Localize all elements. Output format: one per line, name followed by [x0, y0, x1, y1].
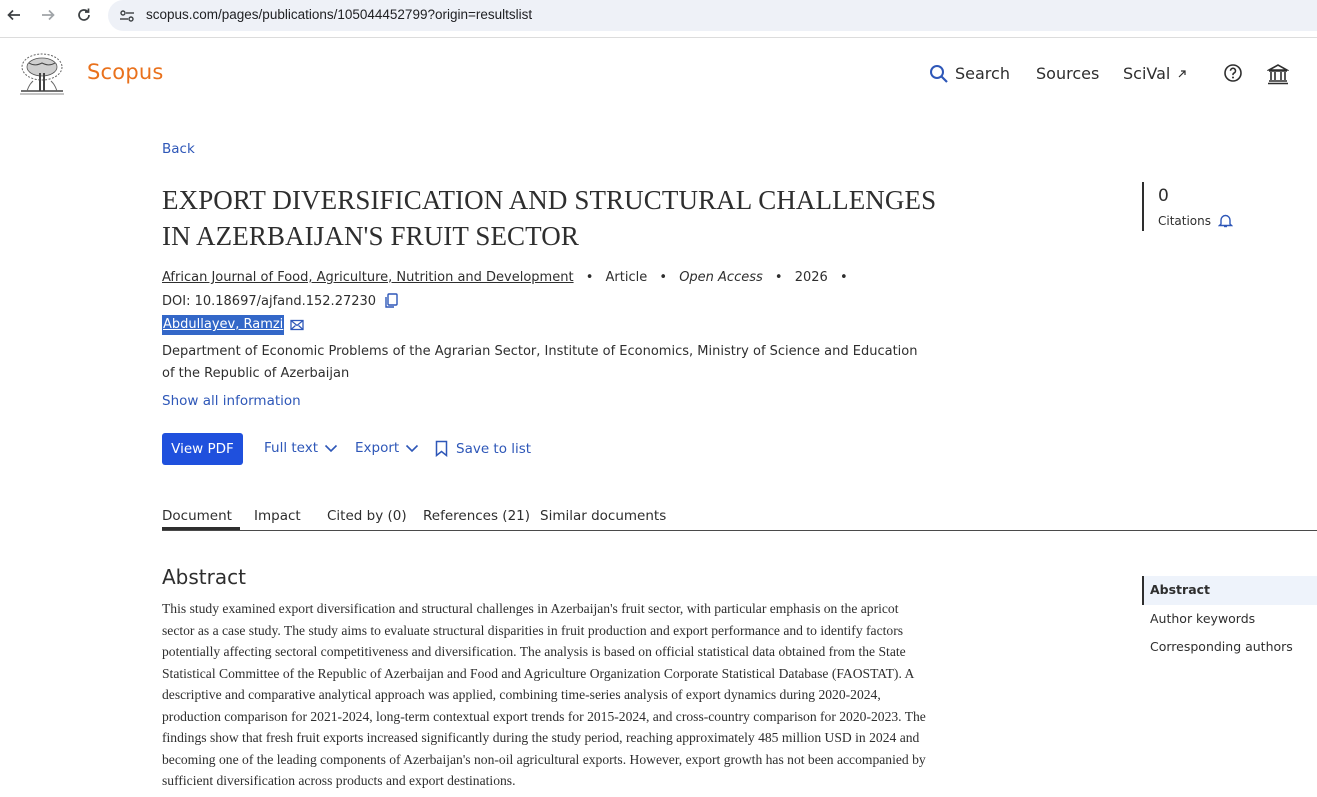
- journal-link[interactable]: African Journal of Food, Agriculture, Nutrition and Development: [162, 270, 574, 285]
- show-all-information-link[interactable]: Show all information: [162, 393, 301, 409]
- document-meta: [162, 270, 856, 285]
- view-pdf-button[interactable]: View PDF: [162, 433, 243, 465]
- open-access-label: Open Access: [679, 270, 763, 285]
- chevron-down-icon: [405, 444, 419, 453]
- reload-icon[interactable]: [72, 4, 96, 26]
- bell-icon[interactable]: [1218, 213, 1233, 228]
- tab-references[interactable]: References (21): [423, 508, 531, 524]
- help-icon[interactable]: [1223, 63, 1245, 85]
- elsevier-logo[interactable]: [17, 51, 67, 97]
- tab-document[interactable]: Document: [162, 508, 232, 524]
- bookmark-icon: [435, 440, 448, 457]
- abstract-text: This study examined export diversification and structural challenges in Azerbaijan's fruit sector, with particular emphasis on the apricot sector as a case study. The study aims to evaluate structural disparities in fruit production and export performance and to identify factors potentially affecting sectoral competitiveness and diversification. The analysis is based on official statistical data obtained from the State Statistical Committee of the Republic of Azerbaijan and Food and Agriculture Organization Corporate Statistical Database (FAOSTAT). A descriptive and comparative analytical approach was applied, combining time-series analysis of export dynamics during 2020-2024, production comparison for 2021-2024, long-term contextual export trends for 2015-2024, and cross-country comparison for 2020-2023. The findings show that fresh fruit exports increased significantly during the study period, reaching approximately 485 million USD in 2024 and becoming one of the leading components of Azerbaijan's non-oil agricultural exports. However, export growth has not been accompanied by sufficient diversification across products and export destinations.: [162, 601, 926, 788]
- back-link[interactable]: Back: [162, 141, 195, 157]
- tab-impact[interactable]: Impact: [254, 508, 301, 524]
- save-to-list-label: Save to list: [456, 440, 532, 457]
- browser-toolbar: [0, 0, 1317, 32]
- tab-cited-by[interactable]: Cited by (0): [327, 508, 407, 524]
- doi-text: DOI: 10.18697/ajfand.152.27230: [162, 293, 377, 309]
- meta-separator: •: [774, 270, 783, 285]
- author-line: [162, 315, 304, 335]
- section-nav: [1142, 576, 1317, 662]
- abstract-heading: Abstract: [162, 565, 246, 589]
- url-text[interactable]: scopus.com/pages/publications/105044452799?origin=resultslist: [146, 7, 533, 22]
- meta-separator: •: [839, 270, 848, 285]
- section-nav-corresponding-authors[interactable]: Corresponding authors: [1150, 639, 1293, 654]
- save-to-list-button[interactable]: [435, 440, 531, 457]
- meta-separator: •: [585, 270, 594, 285]
- site-info-icon[interactable]: [118, 7, 136, 25]
- address-bar[interactable]: [108, 0, 1317, 31]
- scopus-logo-text[interactable]: Scopus: [87, 60, 164, 84]
- back-arrow-icon[interactable]: [2, 4, 26, 26]
- section-nav-author-keywords[interactable]: Author keywords: [1150, 610, 1256, 626]
- doi-line: [162, 293, 398, 309]
- citations-divider: [1142, 182, 1144, 231]
- citations-label: Citations: [1158, 213, 1212, 228]
- institution-icon[interactable]: [1267, 63, 1289, 85]
- nav-search[interactable]: Search: [955, 64, 1010, 83]
- nav-scival-label: SciVal: [1123, 64, 1171, 83]
- external-link-icon: [1177, 69, 1187, 79]
- section-nav-abstract[interactable]: Abstract: [1142, 576, 1317, 605]
- search-icon[interactable]: [929, 64, 949, 84]
- document-title: EXPORT DIVERSIFICATION AND STRUCTURAL CHALLENGES IN AZERBAIJAN'S FRUIT SECTOR: [162, 185, 937, 251]
- publication-year: 2026: [794, 270, 828, 285]
- citation-count: 0: [1158, 186, 1169, 206]
- full-text-dropdown[interactable]: [264, 440, 338, 456]
- forward-arrow-icon[interactable]: [36, 4, 60, 26]
- nav-sources[interactable]: Sources: [1036, 64, 1100, 83]
- tab-similar-documents[interactable]: Similar documents: [540, 508, 667, 524]
- export-label: Export: [355, 440, 400, 456]
- meta-separator: •: [659, 270, 668, 285]
- chevron-down-icon: [324, 444, 338, 453]
- author-link[interactable]: Abdullayev, Ramzi: [162, 315, 284, 335]
- export-dropdown[interactable]: [355, 440, 419, 456]
- browser-divider: [0, 37, 1317, 38]
- document-type: Article: [605, 270, 648, 285]
- full-text-label: Full text: [264, 440, 319, 456]
- citations-label-row: [1158, 213, 1233, 228]
- tabs-divider: [162, 530, 1317, 531]
- nav-scival[interactable]: [1123, 64, 1187, 83]
- copy-icon[interactable]: [384, 293, 398, 309]
- mail-icon[interactable]: [290, 319, 304, 331]
- author-affiliation: Department of Economic Problems of the Agrarian Sector, Institute of Economics, Ministry of Science and Education of the Republic of Azerbaijan: [162, 344, 918, 381]
